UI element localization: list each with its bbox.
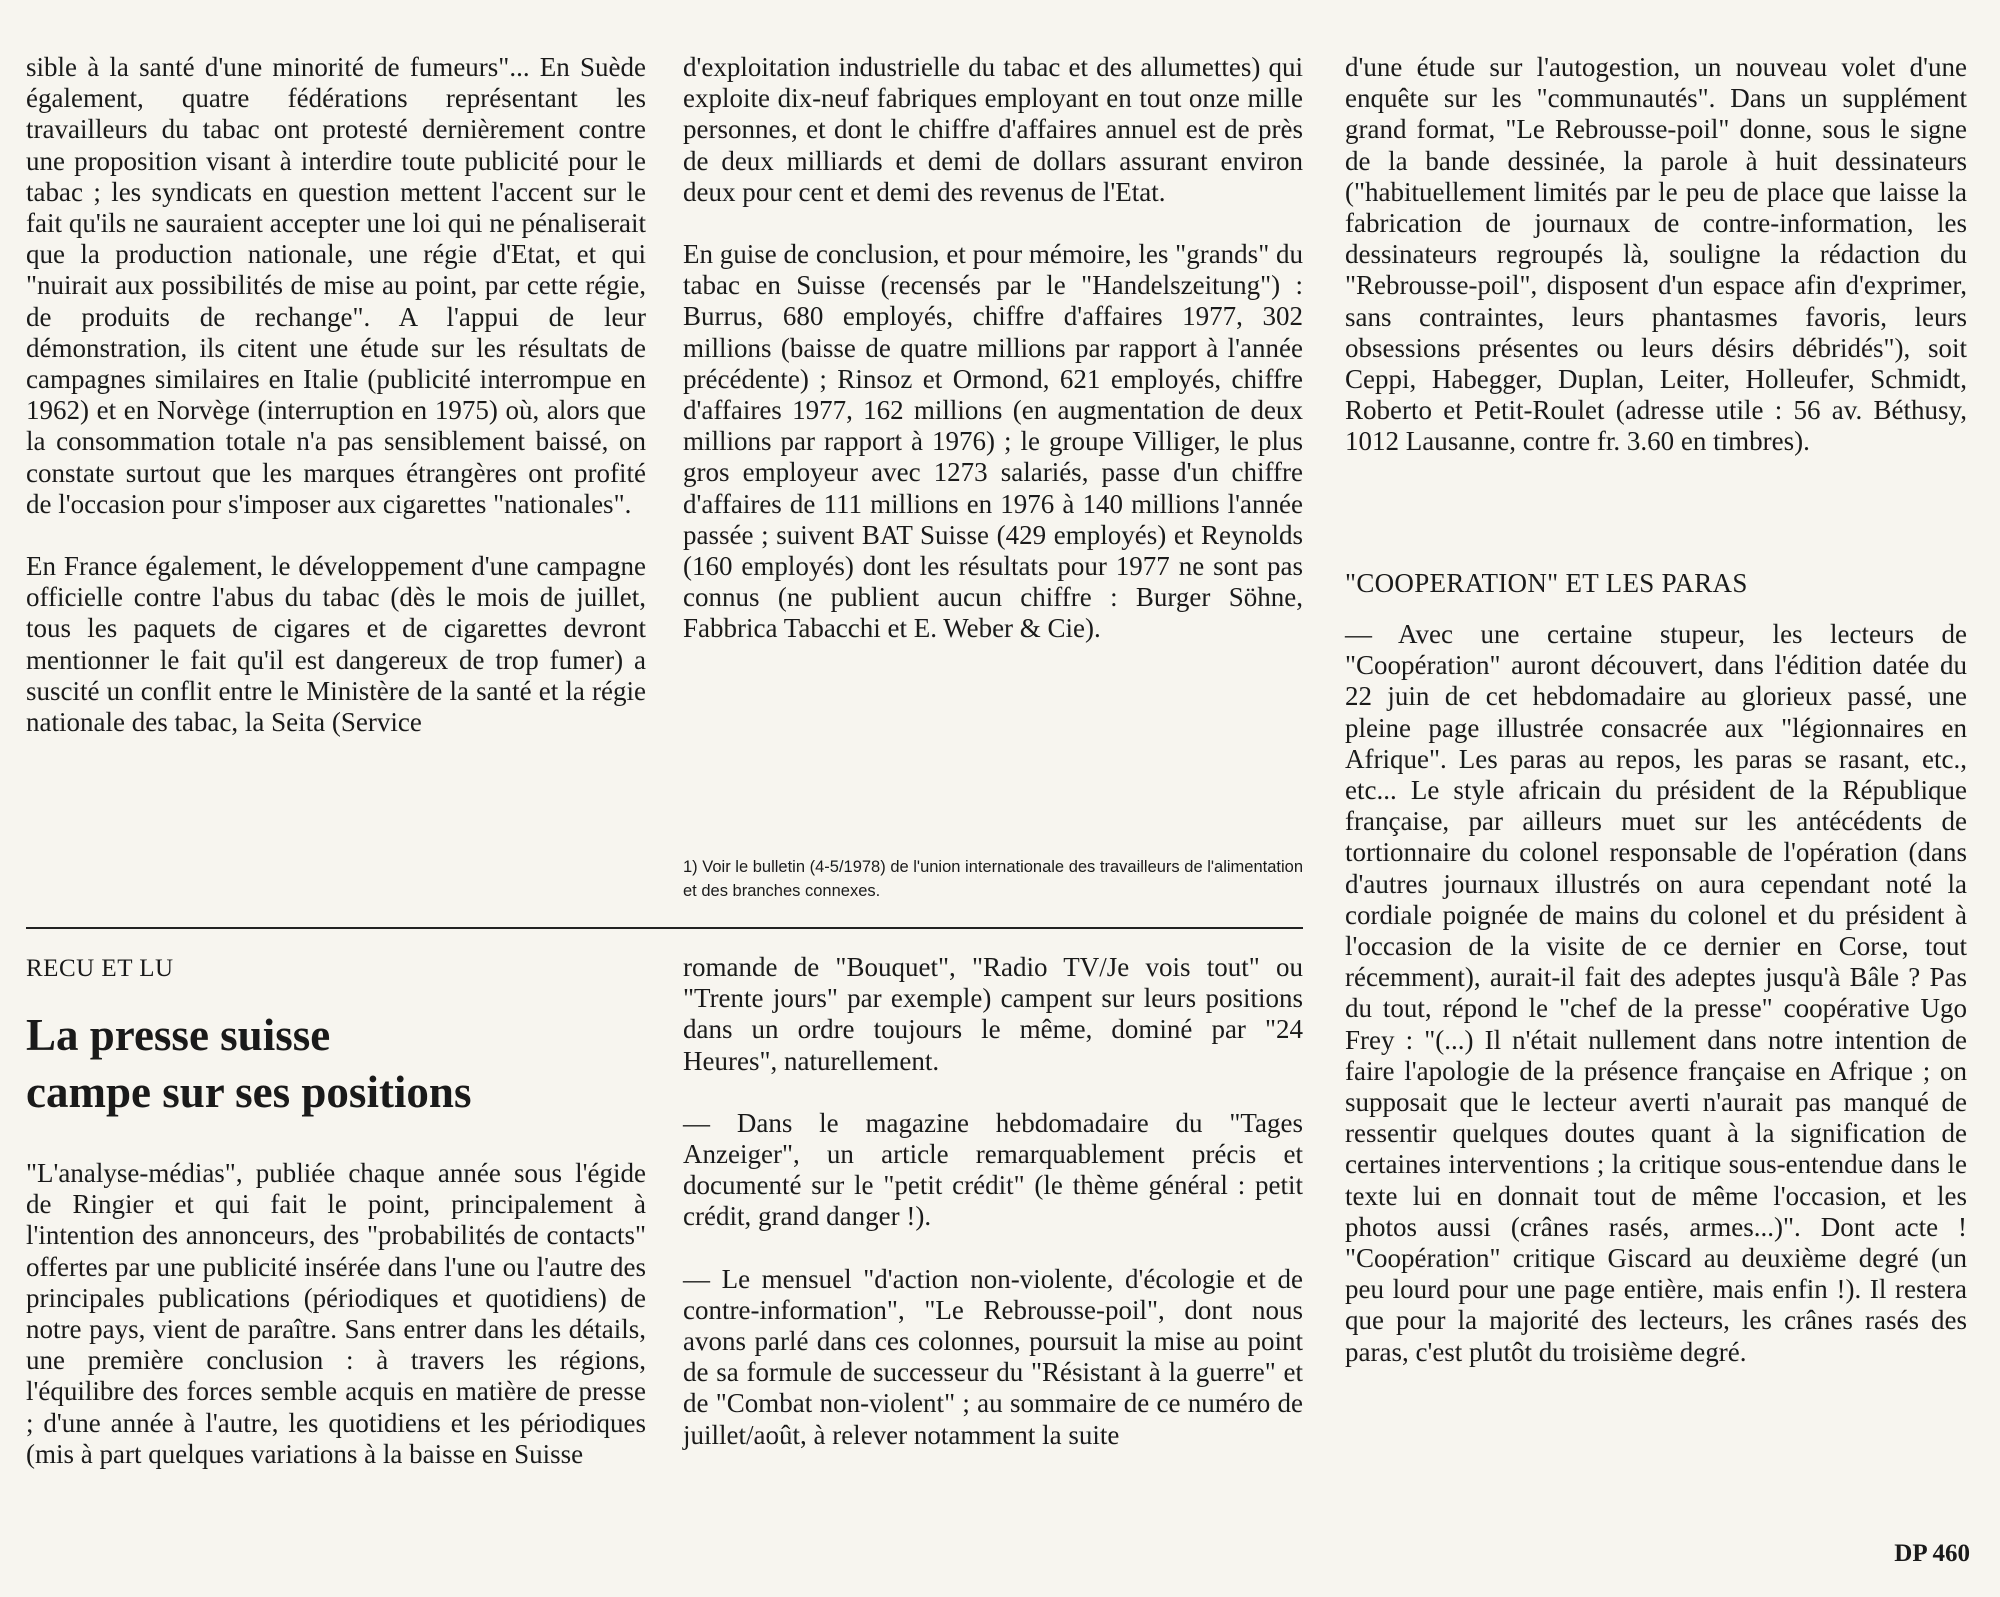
paragraph-analyse-medias: "L'analyse-médias", publiée chaque année sous l'égide de Ringier et qui fait le point, principalement à l'intention des annonceurs, des "probabilités de contacts" offertes par une publicité insérée dans l'une ou l'autre des principales publications (périodiques et quotidiens) de notre pays, vient de paraître. Sans entrer dans les détails, une première conclusion : à travers les régions, l'équilibre des forces semble acquis en matière de presse ; d'une année à l'autre, les quotidiens et les périodiques (mis à part quelques variations à la baisse en Suisse xyxy=(26,1158,646,1469)
paragraph-romande: romande de "Bouquet", "Radio TV/Je vois tout" ou "Trente jours" par exemple) campent sur leurs positions dans un ordre toujours le même, dominé par "24 Heures", naturellement. xyxy=(683,952,1303,1076)
paragraph-tages-anzeiger: — Dans le magazine hebdomadaire du "Tages Anzeiger", un article remarquablement précis et documenté sur le "petit crédit" (le thème général : petit crédit, grand danger !). xyxy=(683,1107,1303,1232)
section-divider xyxy=(26,927,1303,929)
headline-line-1: La presse suisse xyxy=(26,1010,331,1060)
top-middle-column xyxy=(683,52,1303,645)
paragraph-rebrousse-poil: — Le mensuel "d'action non-violente, d'écologie et de contre-information", "Le Rebrousse-poil", dont nous avons parlé dans ces colonnes, poursuit la mise au point de sa formule de successeur du "Résistant à la guerre" et de "Combat non-violent" ; au sommaire de ce numéro de juillet/août, à relever notamment la suite xyxy=(683,1263,1303,1450)
paragraph-france: En France également, le développement d'une campagne officielle contre l'abus du tabac (dès le mois de juillet, tous les paquets de cigares et de cigarettes devront mentionner le fait qu'il est dangereux de trop fumer) a suscité un conflit entre le Ministère de la santé et la régie nationale des tabac, la Seita (Service xyxy=(26,551,646,738)
paragraph-cooperation: — Avec une certaine stupeur, les lecteurs de "Coopération" auront découvert, dans l'édition datée du 22 juin de cet hebdomadaire au glorieux passé, une pleine page illustrée consacrée aux "légionnaires en Afrique". Les paras au repos, les paras se rasant, etc., etc... Le style africain du président de la République française, par ailleurs muet sur les antécédents de tortionnaire du colonel responsable de l'opération (dans d'autres journaux illustrés on aura cependant noté la cordiale poignée de mains du colonel et du président à l'occasion de la visite de ce dernier en Corse, tout récemment), aurait-il fait des adeptes jusqu'à Bâle ? Pas du tout, répond le "chef de la presse" coopérative Ugo Frey : "(...) Il n'était nullement dans notre intention de faire l'apologie de la présence française en Afrique ; on supposait que le lecteur averti n'aurait pas manqué de ressentir quelques doutes quant à la signification de certaines interventions ; la critique sous-entendue dans le texte lui en donnait tout de même l'occasion, et les photos aussi (crânes rasés, armes...)". Dont acte ! "Coopération" critique Giscard au deuxième degré (un peu lourd pour une page entière, mais enfin !). Il restera que pour la majorité des lecteurs, les crânes rasés des paras, c'est plutôt du troisième degré. xyxy=(1345,619,1967,1367)
article-middle-column xyxy=(683,952,1303,1451)
page-number: DP 460 xyxy=(1894,1540,1970,1567)
paragraph-sweden: sible à la santé d'une minorité de fumeurs"... En Suède également, quatre fédérations représentant les travailleurs du tabac ont protesté dernièrement contre une proposition visant à interdire toute publicité pour le tabac ; les syndicats en question mettent l'accent sur le fait qu'ils ne sauraient accepter une loi qui ne pénaliserait que la production nationale, une régie d'Etat, et qui "nuirait aux possibilités de mise au point, par cette régie, de produits de rechange". A l'appui de leur démonstration, ils citent une étude sur les résultats de campagnes similaires en Italie (publicité interrompue en 1962) et en Norvège (interruption en 1975) où, alors que la consommation totale n'a pas sensiblement baissé, on constate surtout que les marques étrangères ont profité de l'occasion pour s'imposer aux cigarettes "nationales". xyxy=(26,52,646,519)
right-column-bottom xyxy=(1345,619,1967,1368)
paragraph-seita: d'exploitation industrielle du tabac et des allumettes) qui exploite dix-neuf fabriques employant en tout onze mille personnes, et dont le chiffre d'affaires annuel est de près de deux milliards et demi de dollars assurant environ deux pour cent et demi des revenus de l'Etat. xyxy=(683,52,1303,207)
footnote: 1) Voir le bulletin (4-5/1978) de l'union internationale des travailleurs de l'alimentation et des branches connexes. xyxy=(683,858,1303,900)
article-left-column xyxy=(26,1158,646,1470)
right-column-top xyxy=(1345,52,1967,458)
section-label: RECU ET LU xyxy=(26,955,174,982)
paragraph-conclusion: En guise de conclusion, et pour mémoire, les "grands" du tabac en Suisse (recensés par le "Handelszeitung") : Burrus, 680 employés, chiffre d'affaires 1977, 302 millions (baisse de quatre millions par rapport à l'année précédente) ; Rinsoz et Ormond, 621 employés, chiffre d'affaires 1977, 162 millions (en augmentation de deux millions par rapport à 1976) ; le groupe Villiger, le plus gros employeur avec 1273 salariés, passe d'un chiffre d'affaires de 111 millions en 1976 à 140 millions l'année passée ; suivent BAT Suisse (429 employés) et Reynolds (160 employés) dont les résultats pour 1977 ne sont pas connus (ne publient aucun chiffre : Burger Söhne, Fabbrica Tabacchi et E. Weber & Cie). xyxy=(683,239,1303,644)
sub-heading: "COOPERATION" ET LES PARAS xyxy=(1345,568,1748,598)
top-left-column xyxy=(26,52,646,738)
article-headline xyxy=(26,1007,646,1121)
headline-line-2: campe sur ses positions xyxy=(26,1067,472,1117)
paragraph-autogestion: d'une étude sur l'autogestion, un nouveau volet d'une enquête sur les "communautés". Dans un supplément grand format, "Le Rebrousse-poil" donne, sous le signe de la bande dessinée, la parole à huit dessinateurs ("habituellement limités par le peu de place que laisse la fabrication de journaux de contre-information, les dessinateurs regroupés là, souligne la rédaction du "Rebrousse-poil", disposent d'un espace afin d'exprimer, sans contraintes, leurs phantasmes favoris, leurs obsessions présentes ou leurs désirs débridés"), soit Ceppi, Habegger, Duplan, Leiter, Holleufer, Schmidt, Roberto et Petit-Roulet (adresse utile : 56 av. Béthusy, 1012 Lausanne, contre fr. 3.60 en timbres). xyxy=(1345,52,1967,457)
